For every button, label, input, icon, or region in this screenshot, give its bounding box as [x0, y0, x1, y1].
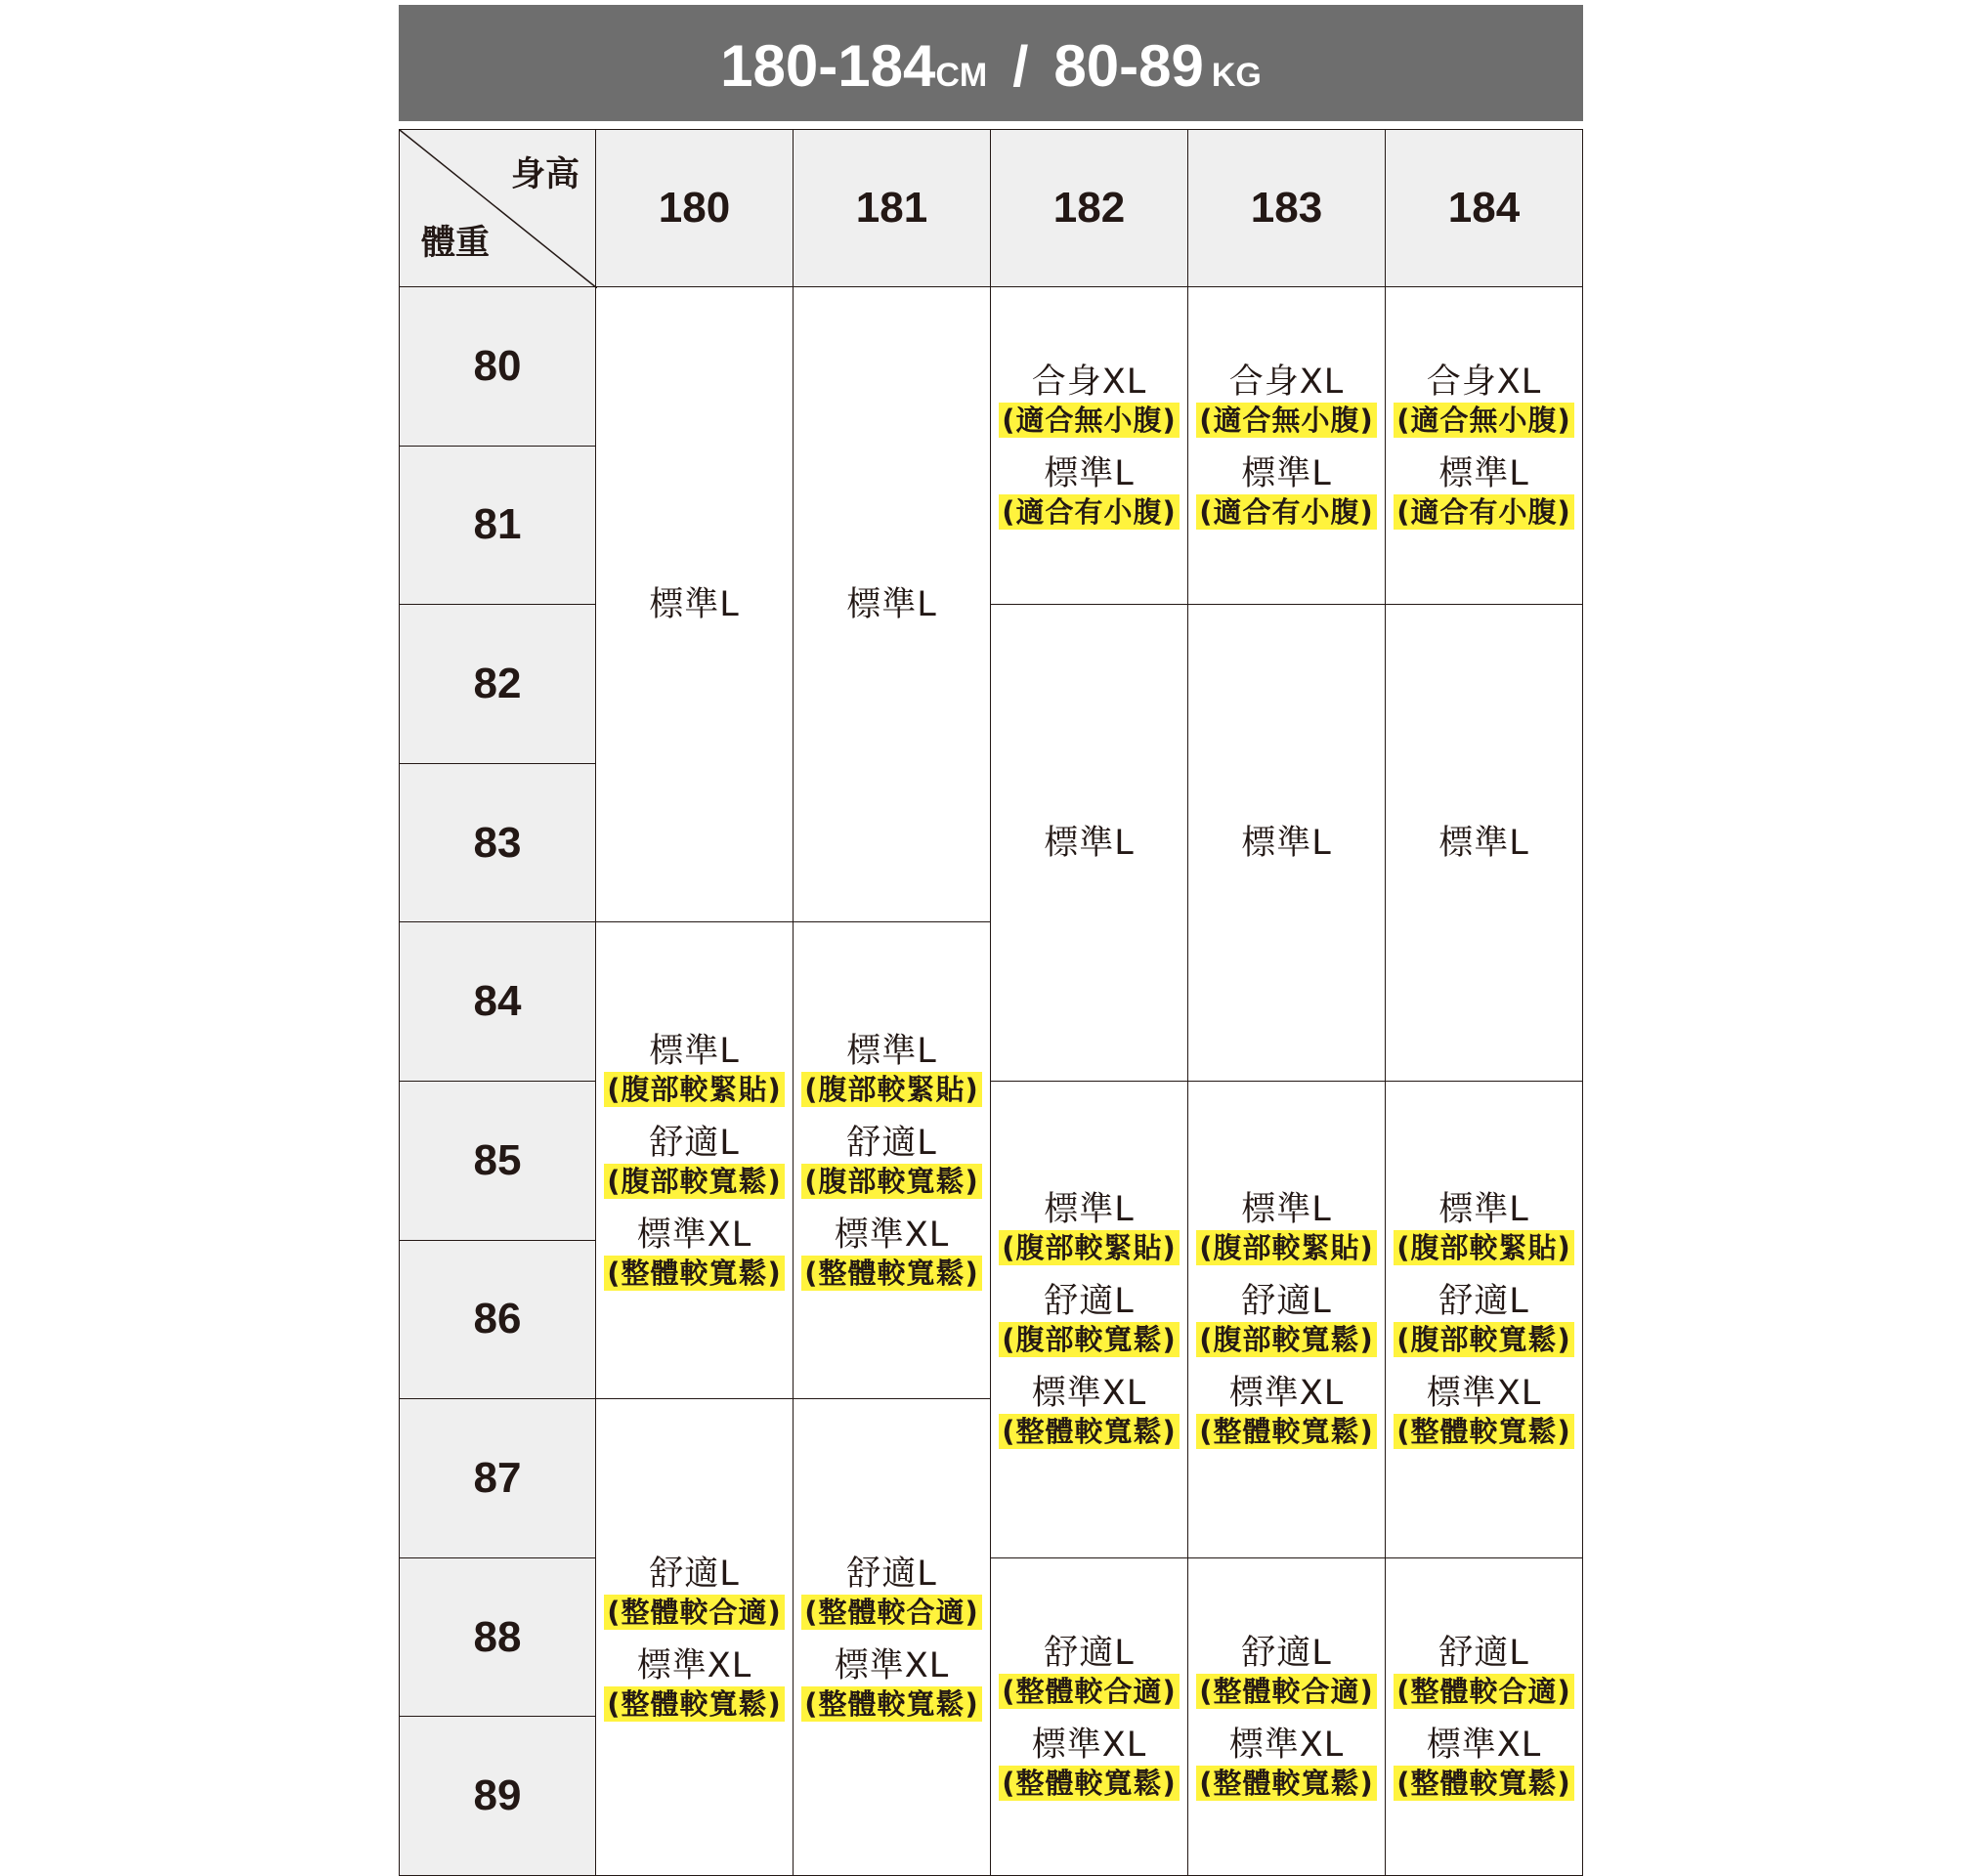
size-label: 舒適L [1241, 1282, 1332, 1322]
size-entry [1394, 1633, 1574, 1709]
size-entry [1044, 823, 1135, 864]
fit-note-highlight: (適合有小腹) [1394, 494, 1574, 530]
size-label: 標準L [1438, 454, 1529, 494]
size-entry [649, 584, 740, 625]
size-label: 標準L [1438, 1190, 1529, 1230]
size-label: 標準L [649, 1031, 740, 1071]
fit-note-highlight: (整體較寬鬆) [1394, 1766, 1574, 1801]
size-label: 標準L [846, 1031, 937, 1071]
size-cell-184-80-81 [1386, 287, 1583, 605]
size-entry [1241, 823, 1332, 864]
size-entry [1394, 1373, 1574, 1449]
size-label: 標準XL [1228, 1725, 1345, 1765]
fit-note-highlight: (整體較合適) [1196, 1674, 1377, 1709]
weight-header-82: 82 [399, 605, 596, 764]
size-cell-182-88-89 [991, 1558, 1188, 1876]
size-cell-183-80-81 [1188, 287, 1386, 605]
size-label: 標準XL [1426, 1725, 1542, 1765]
size-label: 標準L [1044, 1190, 1135, 1230]
size-label: 標準L [1044, 823, 1135, 863]
fit-note-highlight: (整體較寬鬆) [1196, 1766, 1377, 1801]
size-entry [1196, 1725, 1377, 1801]
weight-header-81: 81 [399, 447, 596, 606]
size-label: 標準XL [1031, 1725, 1147, 1765]
size-label: 舒適L [1241, 1633, 1332, 1673]
chart-title-bar [399, 5, 1583, 121]
size-label: 舒適L [649, 1554, 740, 1594]
fit-note-highlight: (整體較寬鬆) [801, 1256, 982, 1291]
size-entry [604, 1554, 785, 1630]
height-header-180: 180 [596, 129, 794, 287]
size-label: 舒適L [846, 1123, 937, 1163]
size-entry [604, 1215, 785, 1291]
size-label: 標準L [1438, 823, 1529, 863]
weight-axis-label: 體重 [421, 224, 491, 263]
fit-note-highlight: (腹部較寬鬆) [999, 1322, 1180, 1357]
fit-note-highlight: (整體較寬鬆) [604, 1256, 785, 1291]
size-cell-182-80-81 [991, 287, 1188, 605]
fit-note-highlight: (腹部較寬鬆) [604, 1164, 785, 1199]
size-label: 標準L [1241, 823, 1332, 863]
size-entry [999, 1189, 1180, 1265]
size-cell-183-85-87 [1188, 1082, 1386, 1558]
size-entry [801, 1215, 982, 1291]
size-entry [801, 1031, 982, 1107]
size-entry [1438, 823, 1529, 864]
size-cell-182-85-87 [991, 1082, 1188, 1558]
size-entry [1196, 1189, 1377, 1265]
size-entry [1196, 1633, 1377, 1709]
height-header-183: 183 [1188, 129, 1386, 287]
fit-note-highlight: (整體較寬鬆) [1196, 1414, 1377, 1449]
size-cell-180-87-89 [596, 1399, 794, 1876]
size-label: 標準L [1044, 454, 1135, 494]
size-cell-183-82-84 [1188, 605, 1386, 1082]
fit-note-highlight: (適合有小腹) [1196, 494, 1377, 530]
size-entry [1394, 1725, 1574, 1801]
size-entry [801, 1554, 982, 1630]
size-label: 標準XL [1228, 1374, 1345, 1414]
fit-note-highlight: (整體較寬鬆) [801, 1686, 982, 1722]
fit-note-highlight: (整體較合適) [604, 1595, 785, 1630]
size-label: 舒適L [649, 1123, 740, 1163]
height-header-182: 182 [991, 129, 1188, 287]
size-cell-181-80-83 [794, 287, 991, 922]
weight-header-89: 89 [399, 1717, 596, 1876]
fit-note-highlight: (腹部較寬鬆) [1196, 1322, 1377, 1357]
size-label: 合身XL [1228, 362, 1345, 403]
weight-header-87: 87 [399, 1399, 596, 1558]
size-cell-183-88-89 [1188, 1558, 1386, 1876]
size-entry [999, 362, 1180, 438]
size-label: 標準XL [1031, 1374, 1147, 1414]
weight-header-88: 88 [399, 1558, 596, 1718]
size-cell-180-80-83 [596, 287, 794, 922]
height-range: 180-184 [720, 33, 936, 99]
size-entry [846, 584, 937, 625]
size-label: 舒適L [846, 1554, 937, 1594]
fit-note-highlight: (腹部較緊貼) [801, 1072, 982, 1107]
weight-header-86: 86 [399, 1241, 596, 1400]
size-label: 標準L [846, 584, 937, 624]
size-cell-181-87-89 [794, 1399, 991, 1876]
size-entry [604, 1123, 785, 1199]
weight-header-84: 84 [399, 922, 596, 1082]
fit-note-highlight: (腹部較緊貼) [1394, 1230, 1574, 1265]
size-entry [1196, 1281, 1377, 1357]
size-entry [999, 1725, 1180, 1801]
size-entry [999, 1373, 1180, 1449]
size-entry [1196, 453, 1377, 530]
fit-note-highlight: (整體較寬鬆) [1394, 1414, 1574, 1449]
height-axis-label: 身高 [510, 155, 579, 194]
fit-note-highlight: (整體較寬鬆) [999, 1414, 1180, 1449]
size-label: 舒適L [1438, 1282, 1529, 1322]
size-label: 標準XL [1426, 1374, 1542, 1414]
size-cell-184-88-89 [1386, 1558, 1583, 1876]
size-entry [1394, 1189, 1574, 1265]
fit-note-highlight: (適合無小腹) [1196, 403, 1377, 438]
weight-range: 80-89 [1053, 33, 1204, 99]
size-chart [399, 5, 1583, 1876]
fit-note-highlight: (整體較合適) [801, 1595, 982, 1630]
size-entry [999, 453, 1180, 530]
fit-note-highlight: (腹部較緊貼) [999, 1230, 1180, 1265]
size-label: 舒適L [1044, 1282, 1135, 1322]
fit-note-highlight: (整體較合適) [1394, 1674, 1574, 1709]
size-label: 合身XL [1031, 362, 1147, 403]
size-entry [604, 1031, 785, 1107]
fit-note-highlight: (腹部較緊貼) [604, 1072, 785, 1107]
size-entry [604, 1645, 785, 1722]
size-label: 舒適L [1438, 1633, 1529, 1673]
size-cell-184-82-84 [1386, 605, 1583, 1082]
size-table [399, 129, 1583, 1876]
fit-note-highlight: (適合無小腹) [999, 403, 1180, 438]
size-cell-180-84-86 [596, 922, 794, 1399]
fit-note-highlight: (適合有小腹) [999, 494, 1180, 530]
size-entry [999, 1633, 1180, 1709]
size-cell-181-84-86 [794, 922, 991, 1399]
size-entry [999, 1281, 1180, 1357]
weight-unit: KG [1211, 57, 1262, 94]
size-entry [1394, 362, 1574, 438]
size-entry [1394, 1281, 1574, 1357]
height-unit: CM [935, 57, 988, 94]
corner-header [399, 129, 596, 287]
size-label: 舒適L [1044, 1633, 1135, 1673]
size-entry [1196, 1373, 1377, 1449]
size-label: 標準XL [636, 1215, 752, 1255]
size-label: 標準XL [636, 1645, 752, 1685]
size-cell-182-82-84 [991, 605, 1188, 1082]
fit-note-highlight: (整體較寬鬆) [604, 1686, 785, 1722]
fit-note-highlight: (整體較合適) [999, 1674, 1180, 1709]
fit-note-highlight: (整體較寬鬆) [999, 1766, 1180, 1801]
size-label: 標準XL [834, 1215, 950, 1255]
size-label: 標準L [1241, 1190, 1332, 1230]
size-label: 合身XL [1426, 362, 1542, 403]
fit-note-highlight: (適合無小腹) [1394, 403, 1574, 438]
size-label: 標準XL [834, 1645, 950, 1685]
size-entry [801, 1645, 982, 1722]
size-label: 標準L [1241, 454, 1332, 494]
fit-note-highlight: (腹部較緊貼) [1196, 1230, 1377, 1265]
weight-header-83: 83 [399, 764, 596, 923]
fit-note-highlight: (腹部較寬鬆) [801, 1164, 982, 1199]
size-entry [801, 1123, 982, 1199]
size-label: 標準L [649, 584, 740, 624]
size-entry [1196, 362, 1377, 438]
size-entry [1394, 453, 1574, 530]
height-header-184: 184 [1386, 129, 1583, 287]
weight-header-85: 85 [399, 1082, 596, 1241]
size-cell-184-85-87 [1386, 1082, 1583, 1558]
title-separator: / [1012, 35, 1029, 99]
weight-header-80: 80 [399, 287, 596, 447]
height-header-181: 181 [794, 129, 991, 287]
fit-note-highlight: (腹部較寬鬆) [1394, 1322, 1574, 1357]
